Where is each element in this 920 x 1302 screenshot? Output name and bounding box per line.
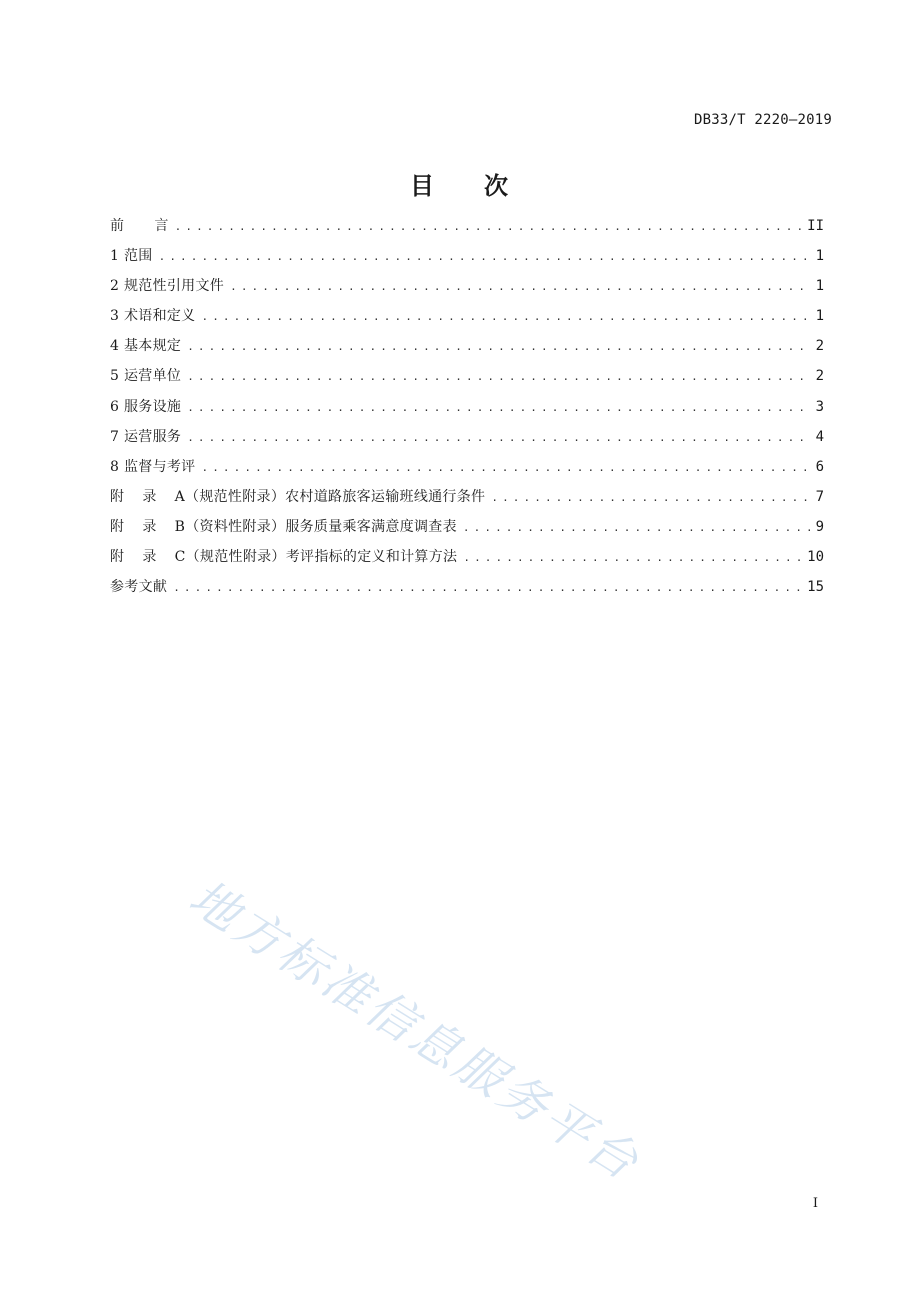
toc-leader-dots [173,573,801,603]
toc-entry-8[interactable] [110,452,824,482]
toc-title-char-2: 次 [484,172,510,200]
toc-entry-label: 附 录 C（规范性附录）考评指标的定义和计算方法 [110,549,458,566]
toc-leader-dots [201,453,809,483]
toc-entry-page: 2 [815,338,824,355]
toc-entry-page: II [807,218,824,234]
toc-leader-dots [187,362,809,392]
toc-leader-dots [201,302,809,332]
toc-entry-page: 3 [815,398,824,415]
toc-entry-4[interactable] [110,331,824,361]
toc-entry-7[interactable] [110,422,824,452]
toc-leader-dots [187,332,809,362]
toc-entry-page: 6 [815,458,824,475]
toc-entry-appendix-a[interactable] [110,482,824,512]
toc-entry-label: 附 录 A（规范性附录）农村道路旅客运输班线通行条件 [110,488,486,505]
toc-leader-dots [175,212,802,242]
toc-leader-dots [230,272,809,302]
toc-entry-label: 附 录 B（资料性附录）服务质量乘客满意度调查表 [110,518,457,535]
toc-leader-dots [159,242,810,272]
toc-entry-page: 1 [815,248,824,265]
document-code: DB33/T 2220—2019 [693,112,832,128]
toc-entry-label: 7 运营服务 [110,428,182,445]
watermark-text: 地方标准信息服务平台 [179,869,651,1193]
toc-entry-page: 2 [815,368,824,385]
toc-entry-page: 7 [815,488,824,505]
toc-list [110,211,824,602]
toc-leader-dots [491,483,809,513]
toc-entry-appendix-b[interactable] [110,512,824,542]
toc-entry-page: 15 [807,579,824,596]
toc-entry-3[interactable] [110,301,824,331]
toc-entry-label: 2 规范性引用文件 [110,278,225,295]
toc-entry-page: 9 [815,518,824,535]
toc-entry-appendix-c[interactable] [110,542,824,572]
toc-title [0,166,920,201]
toc-leader-dots [187,423,809,453]
toc-entry-5[interactable] [110,361,824,391]
toc-entry-label: 参考文献 [110,579,168,596]
toc-entry-label: 1 范围 [110,248,153,265]
toc-entry-page: 4 [815,428,824,445]
toc-leader-dots [187,393,809,423]
toc-entry-preface[interactable] [110,211,824,241]
toc-entry-1[interactable] [110,241,824,271]
toc-entry-2[interactable] [110,271,824,301]
toc-entry-label: 6 服务设施 [110,398,182,415]
toc-entry-label: 8 监督与考评 [110,458,196,475]
toc-entry-6[interactable] [110,392,824,422]
toc-entry-label: 3 术语和定义 [110,308,196,325]
toc-leader-dots [463,513,810,543]
toc-entry-label: 前 言 [110,218,169,234]
toc-entry-label: 5 运营单位 [110,368,182,385]
toc-entry-page: 10 [807,549,824,566]
toc-entry-page: 1 [815,278,824,295]
toc-entry-label: 4 基本规定 [110,338,182,355]
toc-entry-page: 1 [815,308,824,325]
toc-title-char-1: 目 [410,172,436,200]
toc-leader-dots [463,543,801,573]
page-folio: I [812,1196,818,1211]
toc-entry-bibliography[interactable] [110,572,824,602]
